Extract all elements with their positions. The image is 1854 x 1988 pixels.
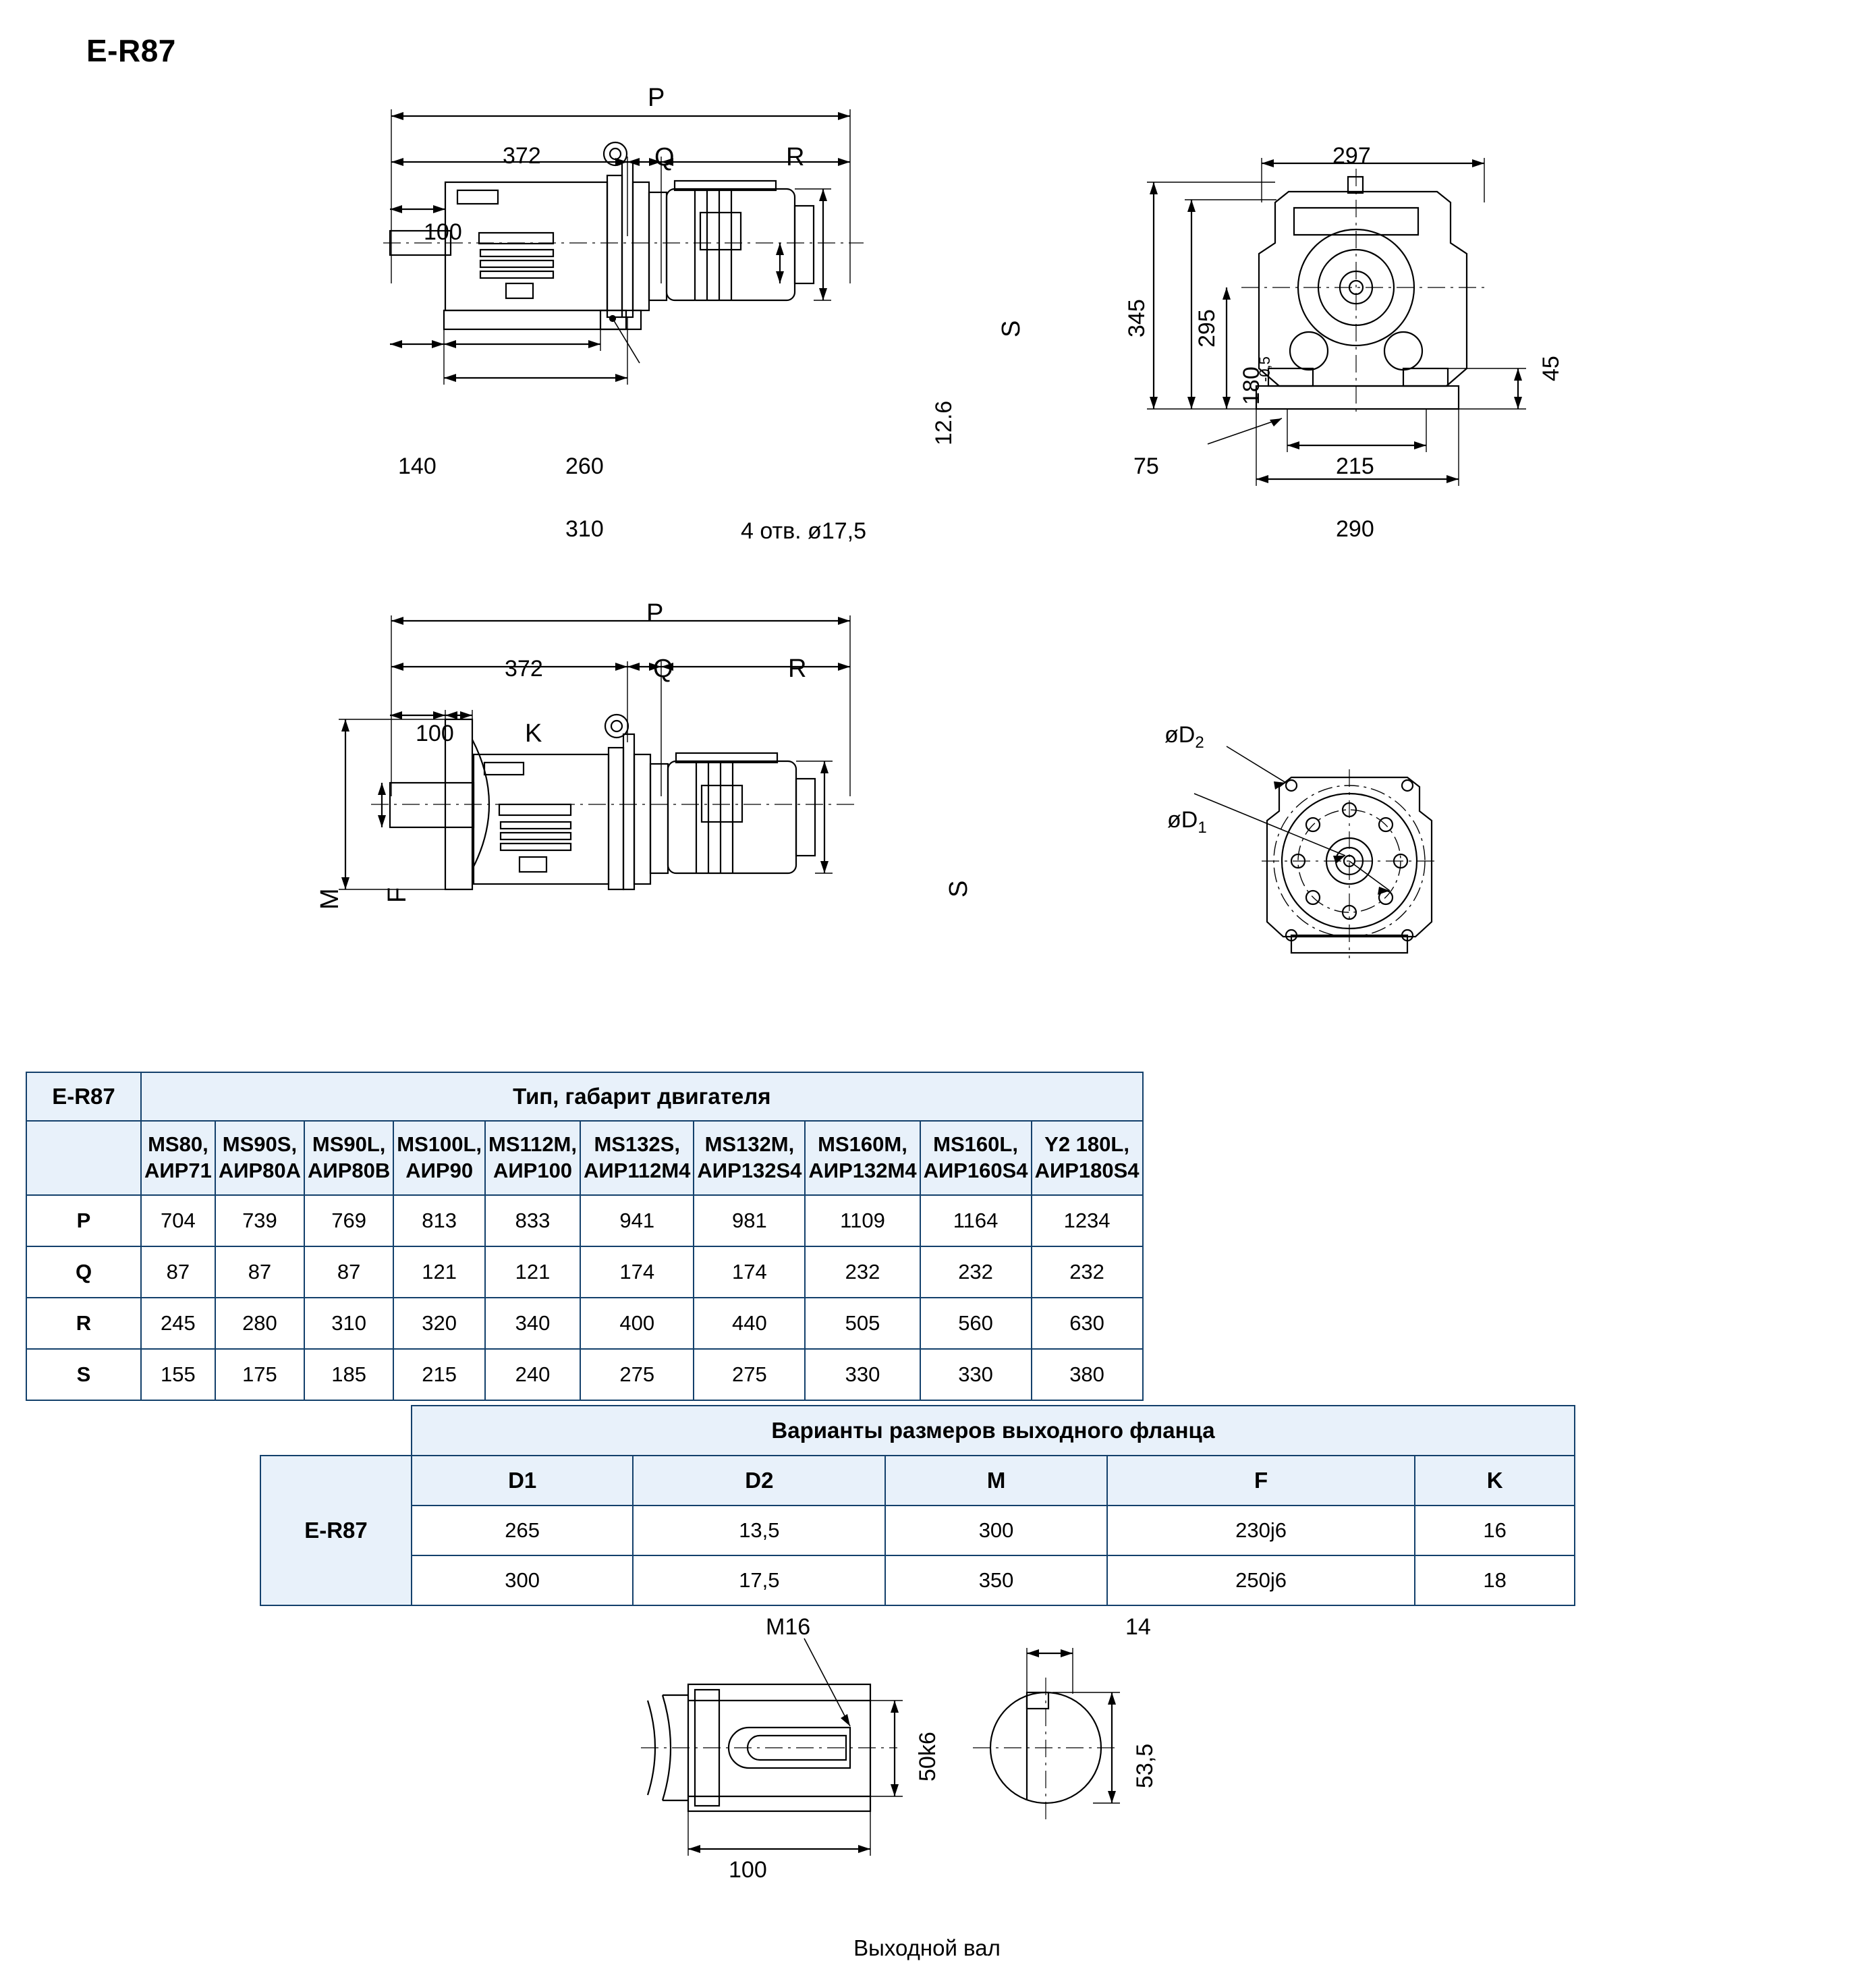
table-header-title: Тип, габарит двигателя bbox=[141, 1072, 1143, 1121]
flange-empty-corner bbox=[260, 1406, 412, 1456]
flange-r1-c1: 17,5 bbox=[633, 1555, 885, 1605]
cell-S-6: 275 bbox=[694, 1349, 805, 1400]
cell-R-8: 560 bbox=[920, 1298, 1032, 1349]
flange-col-K: K bbox=[1415, 1456, 1575, 1506]
flange-r1-c2: 350 bbox=[885, 1555, 1106, 1605]
col-header-3: MS100L, АИР90 bbox=[393, 1121, 485, 1195]
cell-P-5: 941 bbox=[580, 1195, 694, 1246]
cell-Q-8: 232 bbox=[920, 1246, 1032, 1298]
col-header-6: MS132M, АИР132S4 bbox=[694, 1121, 805, 1195]
flange-header-title: Варианты размеров выходного фланца bbox=[412, 1406, 1575, 1456]
row-label-S: S bbox=[26, 1349, 141, 1400]
dim-215: 215 bbox=[1336, 453, 1374, 479]
col-header-7: MS160M, АИР132M4 bbox=[805, 1121, 920, 1195]
cell-Q-3: 121 bbox=[393, 1246, 485, 1298]
dim-M16: M16 bbox=[766, 1614, 811, 1640]
table-header-row bbox=[26, 1072, 1143, 1121]
flange-r0-c0: 265 bbox=[412, 1506, 633, 1555]
flange-col-M: M bbox=[885, 1456, 1106, 1506]
cell-S-3: 215 bbox=[393, 1349, 485, 1400]
flange-r1-c4: 18 bbox=[1415, 1555, 1575, 1605]
flange-r0-c2: 300 bbox=[885, 1506, 1106, 1555]
cell-S-5: 275 bbox=[580, 1349, 694, 1400]
cell-Q-1: 87 bbox=[215, 1246, 304, 1298]
cell-R-6: 440 bbox=[694, 1298, 805, 1349]
dim-50k6: 50k6 bbox=[915, 1732, 940, 1782]
cell-R-0: 245 bbox=[141, 1298, 215, 1349]
dim-R-top: R bbox=[786, 143, 805, 171]
flange-col-F: F bbox=[1107, 1456, 1415, 1506]
cell-P-4: 833 bbox=[485, 1195, 580, 1246]
cell-Q-0: 87 bbox=[141, 1246, 215, 1298]
dim-260: 260 bbox=[565, 453, 604, 479]
dim-K: K bbox=[525, 719, 542, 748]
col-header-4: MS112M, АИР100 bbox=[485, 1121, 580, 1195]
cell-P-1: 739 bbox=[215, 1195, 304, 1246]
dim-297: 297 bbox=[1332, 143, 1371, 169]
dim-180: 180 bbox=[1239, 366, 1264, 405]
dim-100-top: 100 bbox=[424, 219, 462, 245]
col-header-8: MS160L, АИР160S4 bbox=[920, 1121, 1032, 1195]
table-row-P bbox=[26, 1195, 1143, 1246]
dim-295: 295 bbox=[1194, 309, 1220, 348]
table-row-Q bbox=[26, 1246, 1143, 1298]
flange-data-row-1 bbox=[260, 1506, 1575, 1555]
col-header-2: MS90L, АИР80B bbox=[304, 1121, 393, 1195]
cell-S-8: 330 bbox=[920, 1349, 1032, 1400]
cell-P-8: 1164 bbox=[920, 1195, 1032, 1246]
cell-Q-7: 232 bbox=[805, 1246, 920, 1298]
motor-dimensions-table bbox=[26, 1072, 1828, 1401]
bottom-caption: Выходной вал bbox=[853, 1935, 1001, 1960]
flange-subheader-row bbox=[260, 1456, 1575, 1506]
col-header-5: MS132S, АИР112M4 bbox=[580, 1121, 694, 1195]
table-subheader-row bbox=[26, 1121, 1143, 1195]
dim-310: 310 bbox=[565, 516, 604, 542]
holes-note: 4 отв. ø17,5 bbox=[741, 518, 866, 544]
flange-face-drawing bbox=[1147, 736, 1585, 1032]
flange-options-table-inner bbox=[260, 1405, 1575, 1606]
row-label-Q: Q bbox=[26, 1246, 141, 1298]
dim-100-shaft: 100 bbox=[729, 1857, 767, 1883]
cell-S-2: 185 bbox=[304, 1349, 393, 1400]
cell-R-5: 400 bbox=[580, 1298, 694, 1349]
cell-S-0: 155 bbox=[141, 1349, 215, 1400]
flange-header-row bbox=[260, 1406, 1575, 1456]
flange-data-row-2 bbox=[260, 1555, 1575, 1605]
cell-S-7: 330 bbox=[805, 1349, 920, 1400]
cell-Q-4: 121 bbox=[485, 1246, 580, 1298]
cell-P-6: 981 bbox=[694, 1195, 805, 1246]
dim-D1-label: $øD_1$ bbox=[1167, 807, 1207, 837]
motor-dimensions-table-inner bbox=[26, 1072, 1144, 1401]
dim-S-top: S bbox=[997, 320, 1026, 337]
cell-R-9: 630 bbox=[1032, 1298, 1143, 1349]
mid-left-flange-assembly-drawing bbox=[317, 594, 945, 1026]
cell-R-3: 320 bbox=[393, 1298, 485, 1349]
dim-P-mid: P bbox=[646, 599, 664, 628]
dim-Q-mid: Q bbox=[653, 655, 673, 683]
dim-D2-label: $øD_2$ bbox=[1164, 722, 1204, 752]
row-label-P: P bbox=[26, 1195, 141, 1246]
dim-F: F bbox=[383, 887, 412, 903]
cell-Q-2: 87 bbox=[304, 1246, 393, 1298]
col-header-9: Y2 180L, АИР180S4 bbox=[1032, 1121, 1143, 1195]
top-right-end-view-drawing bbox=[1106, 128, 1606, 560]
cell-P-7: 1109 bbox=[805, 1195, 920, 1246]
dim-M: M bbox=[316, 888, 344, 910]
cell-P-0: 704 bbox=[141, 1195, 215, 1246]
col-header-1: MS90S, АИР80A bbox=[215, 1121, 304, 1195]
flange-col-D1: D1 bbox=[412, 1456, 633, 1506]
flange-r0-c4: 16 bbox=[1415, 1506, 1575, 1555]
dim-290: 290 bbox=[1336, 516, 1374, 542]
flange-options-table bbox=[260, 1405, 1575, 1606]
flange-r0-c1: 13,5 bbox=[633, 1506, 885, 1555]
cell-S-9: 380 bbox=[1032, 1349, 1143, 1400]
dim-345: 345 bbox=[1124, 299, 1150, 337]
flange-name-cell: E-R87 bbox=[260, 1456, 412, 1605]
flange-r1-c3: 250j6 bbox=[1107, 1555, 1415, 1605]
cell-P-3: 813 bbox=[393, 1195, 485, 1246]
cell-Q-5: 174 bbox=[580, 1246, 694, 1298]
dim-14: 14 bbox=[1125, 1614, 1151, 1640]
dim-S-mid: S bbox=[945, 880, 973, 898]
dim-372-top: 372 bbox=[503, 143, 541, 169]
table-row-S bbox=[26, 1349, 1143, 1400]
flange-col-D2: D2 bbox=[633, 1456, 885, 1506]
dim-140: 140 bbox=[398, 453, 437, 479]
cell-R-7: 505 bbox=[805, 1298, 920, 1349]
col-header-0: MS80, АИР71 bbox=[141, 1121, 215, 1195]
table-row-R bbox=[26, 1298, 1143, 1349]
table-corner-label: E-R87 bbox=[26, 1072, 141, 1121]
page-title: E-R87 bbox=[86, 33, 176, 68]
cell-S-1: 175 bbox=[215, 1349, 304, 1400]
cell-Q-6: 174 bbox=[694, 1246, 805, 1298]
dim-12-6: 12.6 bbox=[931, 400, 957, 445]
dim-75: 75 bbox=[1133, 453, 1159, 479]
cell-R-2: 310 bbox=[304, 1298, 393, 1349]
flange-r1-c0: 300 bbox=[412, 1555, 633, 1605]
dim-R-mid: R bbox=[788, 655, 807, 683]
cell-R-4: 340 bbox=[485, 1298, 580, 1349]
dim-180-tolerance: -0,5 bbox=[1256, 356, 1273, 382]
dim-Q-top: Q bbox=[654, 143, 675, 171]
dim-372-mid: 372 bbox=[505, 656, 543, 682]
dim-100-mid: 100 bbox=[416, 721, 454, 746]
dim-53-5: 53,5 bbox=[1132, 1743, 1158, 1788]
empty-corner bbox=[26, 1121, 141, 1195]
dim-45: 45 bbox=[1538, 356, 1564, 381]
dim-P-top: P bbox=[648, 84, 665, 112]
cell-P-2: 769 bbox=[304, 1195, 393, 1246]
flange-r0-c3: 230j6 bbox=[1107, 1506, 1415, 1555]
row-label-R: R bbox=[26, 1298, 141, 1349]
cell-S-4: 240 bbox=[485, 1349, 580, 1400]
cell-R-1: 280 bbox=[215, 1298, 304, 1349]
cell-Q-9: 232 bbox=[1032, 1246, 1143, 1298]
cell-P-9: 1234 bbox=[1032, 1195, 1143, 1246]
